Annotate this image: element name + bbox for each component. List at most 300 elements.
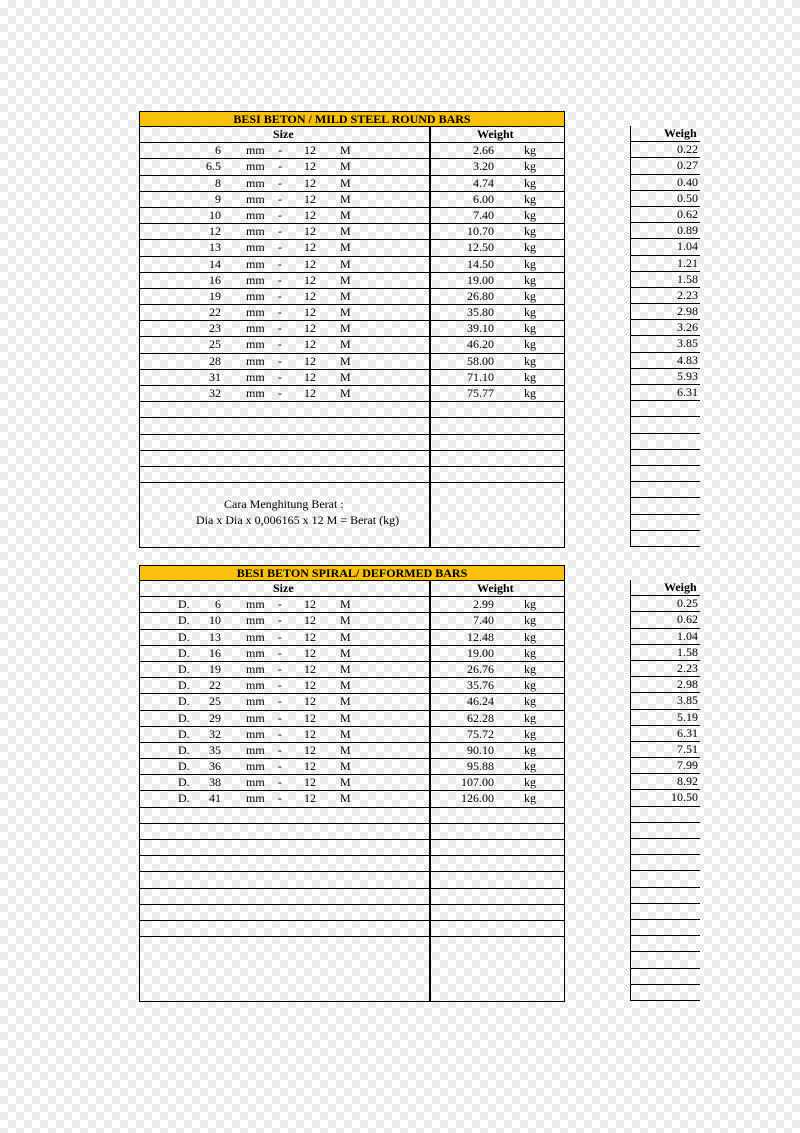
diameter-unit: mm bbox=[246, 159, 265, 174]
bar-length: 12 bbox=[304, 759, 316, 774]
bar-weight: 12.50 bbox=[467, 240, 494, 255]
diameter-unit: mm bbox=[246, 661, 265, 676]
blank-row bbox=[631, 969, 700, 985]
bar-weight: 12.48 bbox=[467, 629, 494, 644]
separator: - bbox=[278, 143, 282, 158]
bar-length: 12 bbox=[304, 288, 316, 303]
bar-weight: 71.10 bbox=[467, 369, 494, 384]
bar-length: 12 bbox=[304, 207, 316, 222]
bar-weight: 62.28 bbox=[467, 710, 494, 725]
table-row bbox=[140, 791, 564, 807]
table-row bbox=[140, 257, 564, 273]
bar-diameter: 16 bbox=[209, 272, 221, 287]
separator: - bbox=[278, 272, 282, 287]
bar-weight: 46.20 bbox=[467, 337, 494, 352]
bar-diameter: 36 bbox=[209, 759, 221, 774]
blank-row bbox=[140, 921, 564, 937]
table-row bbox=[140, 597, 564, 613]
table-row bbox=[140, 743, 564, 759]
blank-row bbox=[631, 839, 700, 855]
diameter-unit: mm bbox=[246, 645, 265, 660]
weight-unit: kg bbox=[524, 645, 536, 660]
side-weight-value: 10.50 bbox=[631, 790, 700, 806]
side-weight-value: 2.98 bbox=[631, 677, 700, 693]
side-weight-value: 1.21 bbox=[631, 256, 700, 272]
bar-weight: 19.00 bbox=[467, 272, 494, 287]
bar-weight: 75.77 bbox=[467, 386, 494, 400]
separator: - bbox=[278, 759, 282, 774]
weight-unit: kg bbox=[524, 369, 536, 384]
length-unit: M bbox=[340, 629, 351, 644]
blank-row bbox=[631, 401, 700, 417]
side-weight-value: 1.58 bbox=[631, 272, 700, 288]
weight-unit: kg bbox=[524, 175, 536, 190]
bar-length: 12 bbox=[304, 369, 316, 384]
bar-weight: 7.40 bbox=[473, 613, 494, 628]
length-unit: M bbox=[340, 369, 351, 384]
blank-row bbox=[631, 823, 700, 839]
bar-length: 12 bbox=[304, 694, 316, 709]
bar-prefix: D. bbox=[178, 597, 190, 612]
table-row bbox=[140, 273, 564, 289]
round-bars-title: BESI BETON / MILD STEEL ROUND BARS bbox=[139, 111, 565, 127]
bar-diameter: 8 bbox=[215, 175, 221, 190]
diameter-unit: mm bbox=[246, 775, 265, 790]
header-row bbox=[140, 581, 564, 597]
bar-diameter: 29 bbox=[209, 710, 221, 725]
side-weight-value: 0.22 bbox=[631, 142, 700, 158]
bar-diameter: 22 bbox=[209, 678, 221, 693]
length-unit: M bbox=[340, 321, 351, 336]
bar-weight: 2.99 bbox=[473, 597, 494, 612]
diameter-unit: mm bbox=[246, 678, 265, 693]
weight-unit: kg bbox=[524, 337, 536, 352]
side-weight-value: 3.85 bbox=[631, 336, 700, 352]
separator: - bbox=[278, 694, 282, 709]
bar-diameter: 12 bbox=[209, 224, 221, 239]
length-unit: M bbox=[340, 272, 351, 287]
side-weight-value: 3.26 bbox=[631, 320, 700, 336]
round-bars-body bbox=[139, 127, 565, 548]
bar-prefix: D. bbox=[178, 759, 190, 774]
side-weight-value: 0.25 bbox=[631, 596, 700, 612]
table-row bbox=[140, 775, 564, 791]
bar-length: 12 bbox=[304, 629, 316, 644]
side-weight-value: 7.51 bbox=[631, 742, 700, 758]
weight-unit: kg bbox=[524, 224, 536, 239]
blank-row bbox=[140, 824, 564, 840]
length-unit: M bbox=[340, 613, 351, 628]
round-rows bbox=[140, 143, 564, 402]
weight-unit: kg bbox=[524, 775, 536, 790]
bar-weight: 26.80 bbox=[467, 288, 494, 303]
blank-row bbox=[140, 889, 564, 905]
deformed-bars-title: BESI BETON SPIRAL/ DEFORMED BARS bbox=[139, 565, 565, 581]
bar-prefix: D. bbox=[178, 791, 190, 806]
separator: - bbox=[278, 742, 282, 757]
length-unit: M bbox=[340, 240, 351, 255]
side-weight-value: 2.23 bbox=[631, 661, 700, 677]
diameter-unit: mm bbox=[246, 207, 265, 222]
bar-diameter: 31 bbox=[209, 369, 221, 384]
bar-diameter: 13 bbox=[209, 240, 221, 255]
diameter-unit: mm bbox=[246, 726, 265, 741]
side-weight-value: 0.62 bbox=[631, 612, 700, 628]
blank-row bbox=[631, 855, 700, 871]
bar-diameter: 16 bbox=[209, 645, 221, 660]
blank-row bbox=[631, 482, 700, 498]
weight-unit: kg bbox=[524, 207, 536, 222]
side-weight-value: 0.89 bbox=[631, 223, 700, 239]
separator: - bbox=[278, 629, 282, 644]
length-unit: M bbox=[340, 159, 351, 174]
weight-unit: kg bbox=[524, 791, 536, 806]
weight-unit: kg bbox=[524, 321, 536, 336]
size-header: Size bbox=[273, 581, 294, 595]
table-row bbox=[140, 208, 564, 224]
weight-unit: kg bbox=[524, 305, 536, 320]
bar-prefix: D. bbox=[178, 742, 190, 757]
bar-weight: 10.70 bbox=[467, 224, 494, 239]
bar-length: 12 bbox=[304, 775, 316, 790]
separator: - bbox=[278, 775, 282, 790]
bar-prefix: D. bbox=[178, 661, 190, 676]
separator: - bbox=[278, 321, 282, 336]
weight-unit: kg bbox=[524, 742, 536, 757]
diameter-unit: mm bbox=[246, 305, 265, 320]
diameter-unit: mm bbox=[246, 386, 265, 400]
length-unit: M bbox=[340, 224, 351, 239]
blank-row bbox=[140, 467, 564, 483]
bar-weight: 4.74 bbox=[473, 175, 494, 190]
bar-length: 12 bbox=[304, 791, 316, 806]
table-row bbox=[140, 224, 564, 240]
bar-prefix: D. bbox=[178, 694, 190, 709]
table-row bbox=[140, 321, 564, 337]
diameter-unit: mm bbox=[246, 369, 265, 384]
separator: - bbox=[278, 175, 282, 190]
length-unit: M bbox=[340, 694, 351, 709]
separator: - bbox=[278, 224, 282, 239]
separator: - bbox=[278, 369, 282, 384]
bar-weight: 2.66 bbox=[473, 143, 494, 158]
separator: - bbox=[278, 386, 282, 400]
side-weight-value: 2.98 bbox=[631, 304, 700, 320]
formula-text: Dia x Dia x 0,006165 x 12 M = Berat (kg) bbox=[196, 513, 400, 528]
bar-diameter: 19 bbox=[209, 661, 221, 676]
diameter-unit: mm bbox=[246, 353, 265, 368]
blank-row bbox=[631, 417, 700, 433]
round-side-rows bbox=[631, 142, 700, 401]
blank-row bbox=[140, 856, 564, 872]
table-row bbox=[140, 159, 564, 175]
separator: - bbox=[278, 353, 282, 368]
diameter-unit: mm bbox=[246, 191, 265, 206]
bar-length: 12 bbox=[304, 661, 316, 676]
bar-length: 12 bbox=[304, 353, 316, 368]
bar-prefix: D. bbox=[178, 726, 190, 741]
separator: - bbox=[278, 710, 282, 725]
diameter-unit: mm bbox=[246, 288, 265, 303]
separator: - bbox=[278, 256, 282, 271]
bar-diameter: 38 bbox=[209, 775, 221, 790]
table-row bbox=[140, 176, 564, 192]
table-row bbox=[140, 694, 564, 710]
blank-row bbox=[631, 920, 700, 936]
weight-unit: kg bbox=[524, 613, 536, 628]
length-unit: M bbox=[340, 288, 351, 303]
bar-length: 12 bbox=[304, 726, 316, 741]
weight-unit: kg bbox=[524, 288, 536, 303]
diameter-unit: mm bbox=[246, 629, 265, 644]
table-row bbox=[140, 289, 564, 305]
bar-prefix: D. bbox=[178, 645, 190, 660]
weight-unit: kg bbox=[524, 143, 536, 158]
table-row bbox=[140, 354, 564, 370]
separator: - bbox=[278, 613, 282, 628]
side-weight-value: 1.58 bbox=[631, 645, 700, 661]
bar-length: 12 bbox=[304, 321, 316, 336]
table-row bbox=[140, 370, 564, 386]
blank-row bbox=[140, 418, 564, 434]
bar-weight: 75.72 bbox=[467, 726, 494, 741]
deformed-bars-body bbox=[139, 581, 565, 1002]
blank-row bbox=[140, 808, 564, 824]
side-weight-value: 0.27 bbox=[631, 158, 700, 174]
side-weight-value: 6.31 bbox=[631, 726, 700, 742]
side-weight-value: 2.23 bbox=[631, 288, 700, 304]
table-row bbox=[140, 678, 564, 694]
bar-weight: 58.00 bbox=[467, 353, 494, 368]
weight-header: Weight bbox=[477, 127, 514, 141]
blank-row bbox=[631, 807, 700, 823]
bar-length: 12 bbox=[304, 305, 316, 320]
bar-weight: 90.10 bbox=[467, 742, 494, 757]
weight-unit: kg bbox=[524, 661, 536, 676]
round-bars-table bbox=[139, 111, 565, 548]
length-unit: M bbox=[340, 207, 351, 222]
length-unit: M bbox=[340, 661, 351, 676]
bar-length: 12 bbox=[304, 386, 316, 400]
diameter-unit: mm bbox=[246, 694, 265, 709]
separator: - bbox=[278, 159, 282, 174]
diameter-unit: mm bbox=[246, 613, 265, 628]
bar-diameter: 6.5 bbox=[206, 159, 221, 174]
length-unit: M bbox=[340, 386, 351, 400]
bar-prefix: D. bbox=[178, 629, 190, 644]
separator: - bbox=[278, 207, 282, 222]
bar-prefix: D. bbox=[178, 710, 190, 725]
bar-weight: 46.24 bbox=[467, 694, 494, 709]
blank-row bbox=[140, 840, 564, 856]
blank-row bbox=[140, 435, 564, 451]
bar-length: 12 bbox=[304, 337, 316, 352]
blank-row bbox=[631, 450, 700, 466]
deformed-side-column bbox=[630, 580, 700, 1001]
weight-unit: kg bbox=[524, 240, 536, 255]
deformed-side-wrap bbox=[630, 580, 700, 1001]
separator: - bbox=[278, 597, 282, 612]
weight-header: Weight bbox=[477, 581, 514, 595]
length-unit: M bbox=[340, 710, 351, 725]
bar-weight: 126.00 bbox=[461, 791, 494, 806]
blank-row bbox=[140, 905, 564, 921]
deformed-rows bbox=[140, 597, 564, 807]
blank-row bbox=[631, 531, 700, 547]
bar-length: 12 bbox=[304, 256, 316, 271]
bar-length: 12 bbox=[304, 175, 316, 190]
bar-length: 12 bbox=[304, 224, 316, 239]
empty-footer-cell bbox=[140, 937, 564, 1001]
length-unit: M bbox=[340, 143, 351, 158]
table-row bbox=[140, 711, 564, 727]
bar-length: 12 bbox=[304, 678, 316, 693]
separator: - bbox=[278, 791, 282, 806]
bar-weight: 7.40 bbox=[473, 207, 494, 222]
weight-unit: kg bbox=[524, 597, 536, 612]
side-weight-value: 4.83 bbox=[631, 353, 700, 369]
bar-diameter: 25 bbox=[209, 337, 221, 352]
blank-row bbox=[140, 872, 564, 888]
side-weight-value: 1.04 bbox=[631, 239, 700, 255]
separator: - bbox=[278, 678, 282, 693]
length-unit: M bbox=[340, 305, 351, 320]
size-header: Size bbox=[273, 127, 294, 141]
length-unit: M bbox=[340, 175, 351, 190]
weight-unit: kg bbox=[524, 694, 536, 709]
bar-diameter: 35 bbox=[209, 742, 221, 757]
diameter-unit: mm bbox=[246, 240, 265, 255]
bar-length: 12 bbox=[304, 272, 316, 287]
bar-length: 12 bbox=[304, 710, 316, 725]
weight-unit: kg bbox=[524, 726, 536, 741]
weight-unit: kg bbox=[524, 678, 536, 693]
bar-diameter: 22 bbox=[209, 305, 221, 320]
bar-weight: 14.50 bbox=[467, 256, 494, 271]
bar-diameter: 10 bbox=[209, 207, 221, 222]
bar-diameter: 6 bbox=[215, 597, 221, 612]
bar-length: 12 bbox=[304, 240, 316, 255]
table-row bbox=[140, 143, 564, 159]
bar-prefix: D. bbox=[178, 613, 190, 628]
separator: - bbox=[278, 337, 282, 352]
deformed-bars-table bbox=[139, 565, 565, 1002]
table-row bbox=[140, 192, 564, 208]
bar-prefix: D. bbox=[178, 775, 190, 790]
bar-length: 12 bbox=[304, 191, 316, 206]
diameter-unit: mm bbox=[246, 224, 265, 239]
diameter-unit: mm bbox=[246, 256, 265, 271]
blank-row bbox=[631, 936, 700, 952]
length-unit: M bbox=[340, 726, 351, 741]
blank-row bbox=[631, 466, 700, 482]
separator: - bbox=[278, 191, 282, 206]
diameter-unit: mm bbox=[246, 597, 265, 612]
diameter-unit: mm bbox=[246, 759, 265, 774]
length-unit: M bbox=[340, 742, 351, 757]
bar-diameter: 14 bbox=[209, 256, 221, 271]
bar-length: 12 bbox=[304, 613, 316, 628]
table-row bbox=[140, 630, 564, 646]
blank-row bbox=[631, 904, 700, 920]
bar-diameter: 41 bbox=[209, 791, 221, 806]
bar-diameter: 6 bbox=[215, 143, 221, 158]
bar-weight: 26.76 bbox=[467, 661, 494, 676]
table-row bbox=[140, 386, 564, 402]
weight-unit: kg bbox=[524, 386, 536, 400]
table-row bbox=[140, 759, 564, 775]
bar-diameter: 23 bbox=[209, 321, 221, 336]
length-unit: M bbox=[340, 256, 351, 271]
weight-unit: kg bbox=[524, 272, 536, 287]
diameter-unit: mm bbox=[246, 175, 265, 190]
bar-length: 12 bbox=[304, 645, 316, 660]
side-weight-value: 3.85 bbox=[631, 693, 700, 709]
weight-unit: kg bbox=[524, 353, 536, 368]
bar-weight: 39.10 bbox=[467, 321, 494, 336]
header-row bbox=[140, 127, 564, 143]
weight-unit: kg bbox=[524, 256, 536, 271]
side-weight-header: Weigh bbox=[631, 126, 700, 142]
length-unit: M bbox=[340, 759, 351, 774]
weight-unit: kg bbox=[524, 159, 536, 174]
bar-weight: 107.00 bbox=[461, 775, 494, 790]
blank-row bbox=[631, 498, 700, 514]
blank-row bbox=[140, 451, 564, 467]
bar-length: 12 bbox=[304, 597, 316, 612]
weight-formula-note bbox=[140, 483, 564, 547]
bar-diameter: 9 bbox=[215, 191, 221, 206]
weight-unit: kg bbox=[524, 759, 536, 774]
round-side-wrap bbox=[630, 126, 700, 547]
bar-diameter: 10 bbox=[209, 613, 221, 628]
bar-weight: 19.00 bbox=[467, 645, 494, 660]
diameter-unit: mm bbox=[246, 321, 265, 336]
length-unit: M bbox=[340, 353, 351, 368]
table-row bbox=[140, 613, 564, 629]
side-weight-value: 0.40 bbox=[631, 175, 700, 191]
table-row bbox=[140, 646, 564, 662]
bar-diameter: 19 bbox=[209, 288, 221, 303]
side-weight-value: 8.92 bbox=[631, 774, 700, 790]
side-weight-value: 7.99 bbox=[631, 758, 700, 774]
bar-length: 12 bbox=[304, 143, 316, 158]
blank-row bbox=[631, 952, 700, 968]
bar-weight: 3.20 bbox=[473, 159, 494, 174]
blank-row bbox=[631, 985, 700, 1001]
separator: - bbox=[278, 645, 282, 660]
separator: - bbox=[278, 305, 282, 320]
length-unit: M bbox=[340, 337, 351, 352]
diameter-unit: mm bbox=[246, 791, 265, 806]
blank-row bbox=[140, 402, 564, 418]
bar-weight: 35.80 bbox=[467, 305, 494, 320]
length-unit: M bbox=[340, 191, 351, 206]
separator: - bbox=[278, 288, 282, 303]
weight-unit: kg bbox=[524, 710, 536, 725]
side-weight-value: 6.31 bbox=[631, 385, 700, 401]
round-side-column bbox=[630, 126, 700, 547]
table-row bbox=[140, 305, 564, 321]
blank-row bbox=[631, 515, 700, 531]
blank-row bbox=[631, 888, 700, 904]
bar-weight: 35.76 bbox=[467, 678, 494, 693]
bar-diameter: 13 bbox=[209, 629, 221, 644]
diameter-unit: mm bbox=[246, 272, 265, 287]
table-row bbox=[140, 727, 564, 743]
side-weight-header: Weigh bbox=[631, 580, 700, 596]
bar-length: 12 bbox=[304, 159, 316, 174]
